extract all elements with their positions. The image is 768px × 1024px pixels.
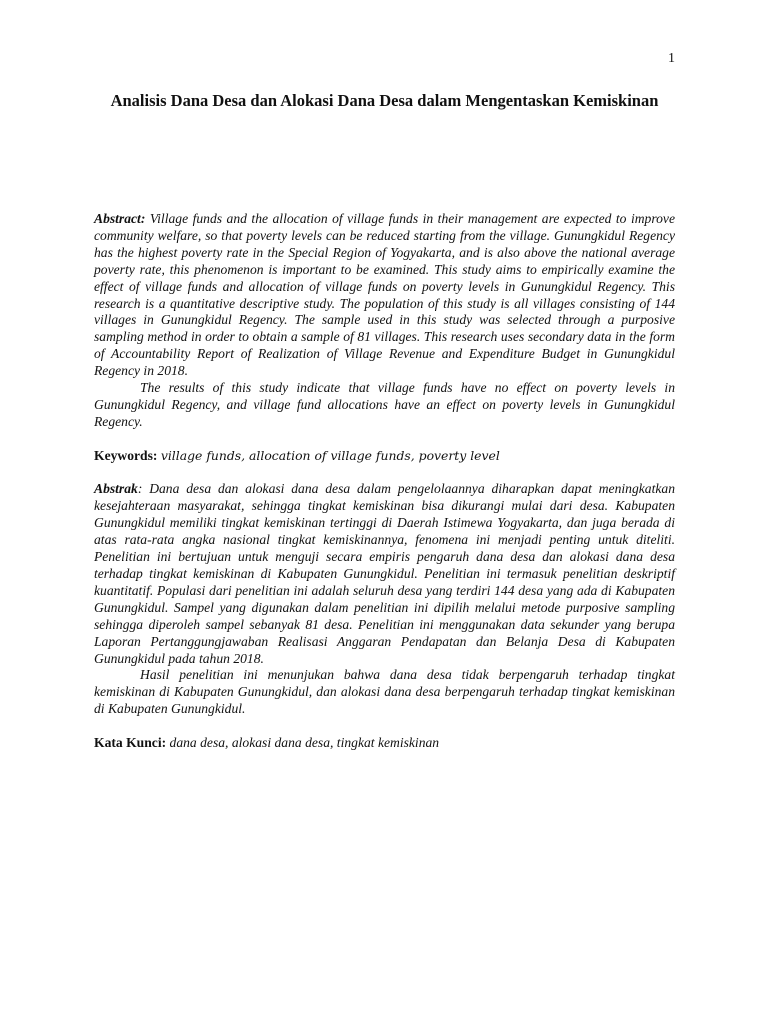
abstract-id-text-1: Dana desa dan alokasi dana desa dalam pengelolaannya diharapkan dapat meningkatkan kesejahteraan masyarakat, sehingga tingkat kemiskinan bisa dikurangi mulai dari desa. Kabupaten Gunungkidul memiliki tingkat kemiskinan tertinggi di Daerah Istimewa Yogyakarta, dan juga berada di atas rata-rata angka nasional tingkat kemiskinannya, fenomena ini menjadi penting untuk diteliti. Penelitian ini bertujuan untuk menguji secara empiris pengaruh dana desa dan alokasi dana desa terhadap tingkat kemiskinan di Kabupaten Gunungkidul. Penelitian ini termasuk penelitian deskriptif kuantitatif. Populasi dari penelitian ini adalah seluruh desa yang terdiri 144 desa yang ada di Kabupaten Gunungkidul. Sampel yang digunakan dalam penelitian ini dipilih melalui metode purposive sampling sehingga diperoleh sampel sebanyak 81 desa. Penelitian ini menggunakan data sekunder yang berupa Laporan Pertanggungjawaban Realisasi Anggaran Pendapatan dan Belanja Desa di Kabupaten Gunungkidul pada tahun 2018.	[94, 481, 675, 666]
keywords-en-label: Keywords:	[94, 447, 158, 463]
paper-title: Analisis Dana Desa dan Alokasi Dana Desa dalam Mengentaskan Kemiskinan	[110, 91, 659, 110]
keywords-id-label: Kata Kunci:	[94, 735, 167, 751]
keywords-id	[94, 735, 675, 752]
abstract-id-paragraph-2: Hasil penelitian ini menunjukan bahwa dana desa tidak berpengaruh terhadap tingkat kemiskinan di Kabupaten Gunungkidul, dan alokasi dana desa berpengaruh terhadap tingkat kemiskinan di Kabupaten Gunungkidul.	[94, 667, 675, 717]
abstract-id-label: Abstrak	[94, 481, 138, 497]
abstract-en-label: Abstract:	[94, 211, 146, 226]
abstract-en-paragraph-1	[94, 211, 675, 380]
keywords-id-value: dana desa, alokasi dana desa, tingkat kemiskinan	[169, 735, 440, 751]
keywords-en-value: village funds, allocation of village funds, poverty level	[160, 447, 500, 463]
abstract-en-text-1: Village funds and the allocation of village funds in their management are expected to improve community welfare, so that poverty levels can be reduced starting from the village. Gunungkidul Regency has the highest poverty rate in the Special Region of Yogyakarta, and is also above the national average poverty rate, this phenomenon is important to be examined. This study aims to empirically examine the effect of village funds and allocation of village funds on poverty levels in Gunungkidul Regency. This research is a quantitative descriptive study. The population of this study is all villages consisting of 144 villages in Gunungkidul Regency. The sample used in this study was selected through a purposive sampling method in order to obtain a sample of 81 villages. This research uses secondary data in the form of Accountability Report of Realization of Village Revenue and Expenditure Budget in Gunungkidul Regency in 2018.	[94, 211, 675, 379]
abstract-section	[94, 211, 675, 752]
abstract-en-paragraph-2: The results of this study indicate that village funds have no effect on poverty levels in Gunungkidul Regency, and village fund allocations have an effect on poverty levels in Gunungkidul Regency.	[94, 380, 675, 429]
spacer	[94, 431, 675, 448]
spacer	[94, 718, 675, 735]
keywords-en	[94, 448, 675, 465]
page-number: 1	[668, 51, 675, 66]
abstract-id-separator: :	[137, 481, 143, 497]
spacer	[94, 465, 675, 482]
abstract-id-paragraph-1	[94, 481, 675, 667]
